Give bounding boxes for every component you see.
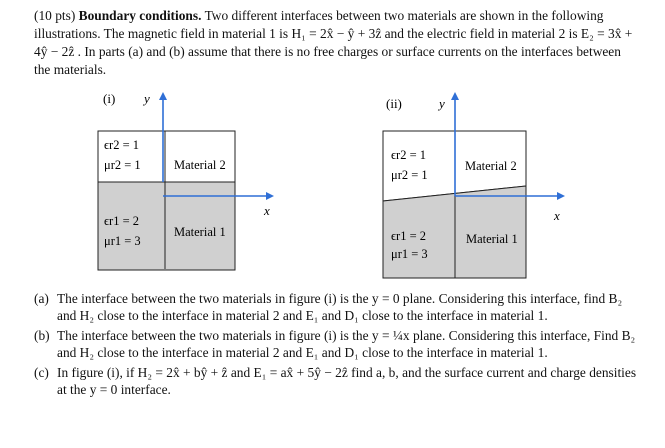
eps-r1-label: ϵr1 = 2 (104, 214, 140, 228)
part-b (34, 327, 638, 361)
part-text: In figure (i), if H₂ = 2x̂ + bŷ + ẑ and E₁ = ax̂ + 5ŷ − 2ẑ find a, b, and the surface current and charge densities at the y = 0 interface. (57, 365, 637, 397)
question-heading: Boundary conditions. (78, 8, 202, 23)
material2-label: Material 2 (465, 159, 517, 173)
part-label: (a) (34, 291, 49, 306)
figure-label: (i) (103, 91, 116, 106)
question-intro (10, 7, 638, 79)
material1-label: Material 1 (466, 232, 518, 246)
x-axis-label: x (264, 203, 270, 218)
part-a (34, 290, 638, 324)
part-label: (b) (34, 328, 50, 343)
figures (0, 86, 665, 286)
part-c (34, 364, 638, 398)
mu-r1-label: μr1 = 3 (104, 234, 141, 248)
question-paragraph (34, 7, 638, 79)
mu-r2-label: μr2 = 1 (104, 158, 141, 172)
figure-i (98, 91, 272, 270)
question-intro-text: Two different interfaces between two materials are shown in the following illustrations. The magnetic field in material 1 is H₁ = 2x̂ − ŷ + 3ẑ and the electric field in material 2 is E₂ = 3x̂ + 4ŷ − 2ẑ . In parts (a) and (b) assume that there is no free charges or surface currents on the interfaces between the materials. (34, 8, 633, 77)
y-axis-label: y (439, 96, 445, 111)
question-points: (10 pts) (34, 8, 76, 23)
question-number (10, 7, 34, 25)
figure-ii (383, 94, 563, 278)
question-parts (34, 290, 638, 401)
x-axis-label: x (554, 208, 560, 223)
eps-r2-label: ϵr2 = 1 (104, 138, 140, 152)
mu-r2-label: μr2 = 1 (391, 168, 428, 182)
mu-r1-label: μr1 = 3 (391, 247, 428, 261)
eps-r2-label: ϵr2 = 1 (391, 148, 427, 162)
part-text: The interface between the two materials in figure (i) is the y = ¼x plane. Considering this interface, Find B₂ and H₂ close to the interface in material 2 and E₁ and D₁ close to the interface in material 1. (57, 328, 636, 360)
figure-label: (ii) (386, 96, 402, 111)
part-text: The interface between the two materials in figure (i) is the y = 0 plane. Considering this interface, find B₂ and H₂ close to the interface in material 2 and E₁ and D₁ close to the interface in material 1. (57, 291, 623, 323)
material2-label: Material 2 (174, 158, 226, 172)
y-axis-label: y (144, 91, 150, 106)
eps-r1-label: ϵr1 = 2 (391, 229, 427, 243)
part-label: (c) (34, 365, 49, 380)
material1-label: Material 1 (174, 225, 226, 239)
